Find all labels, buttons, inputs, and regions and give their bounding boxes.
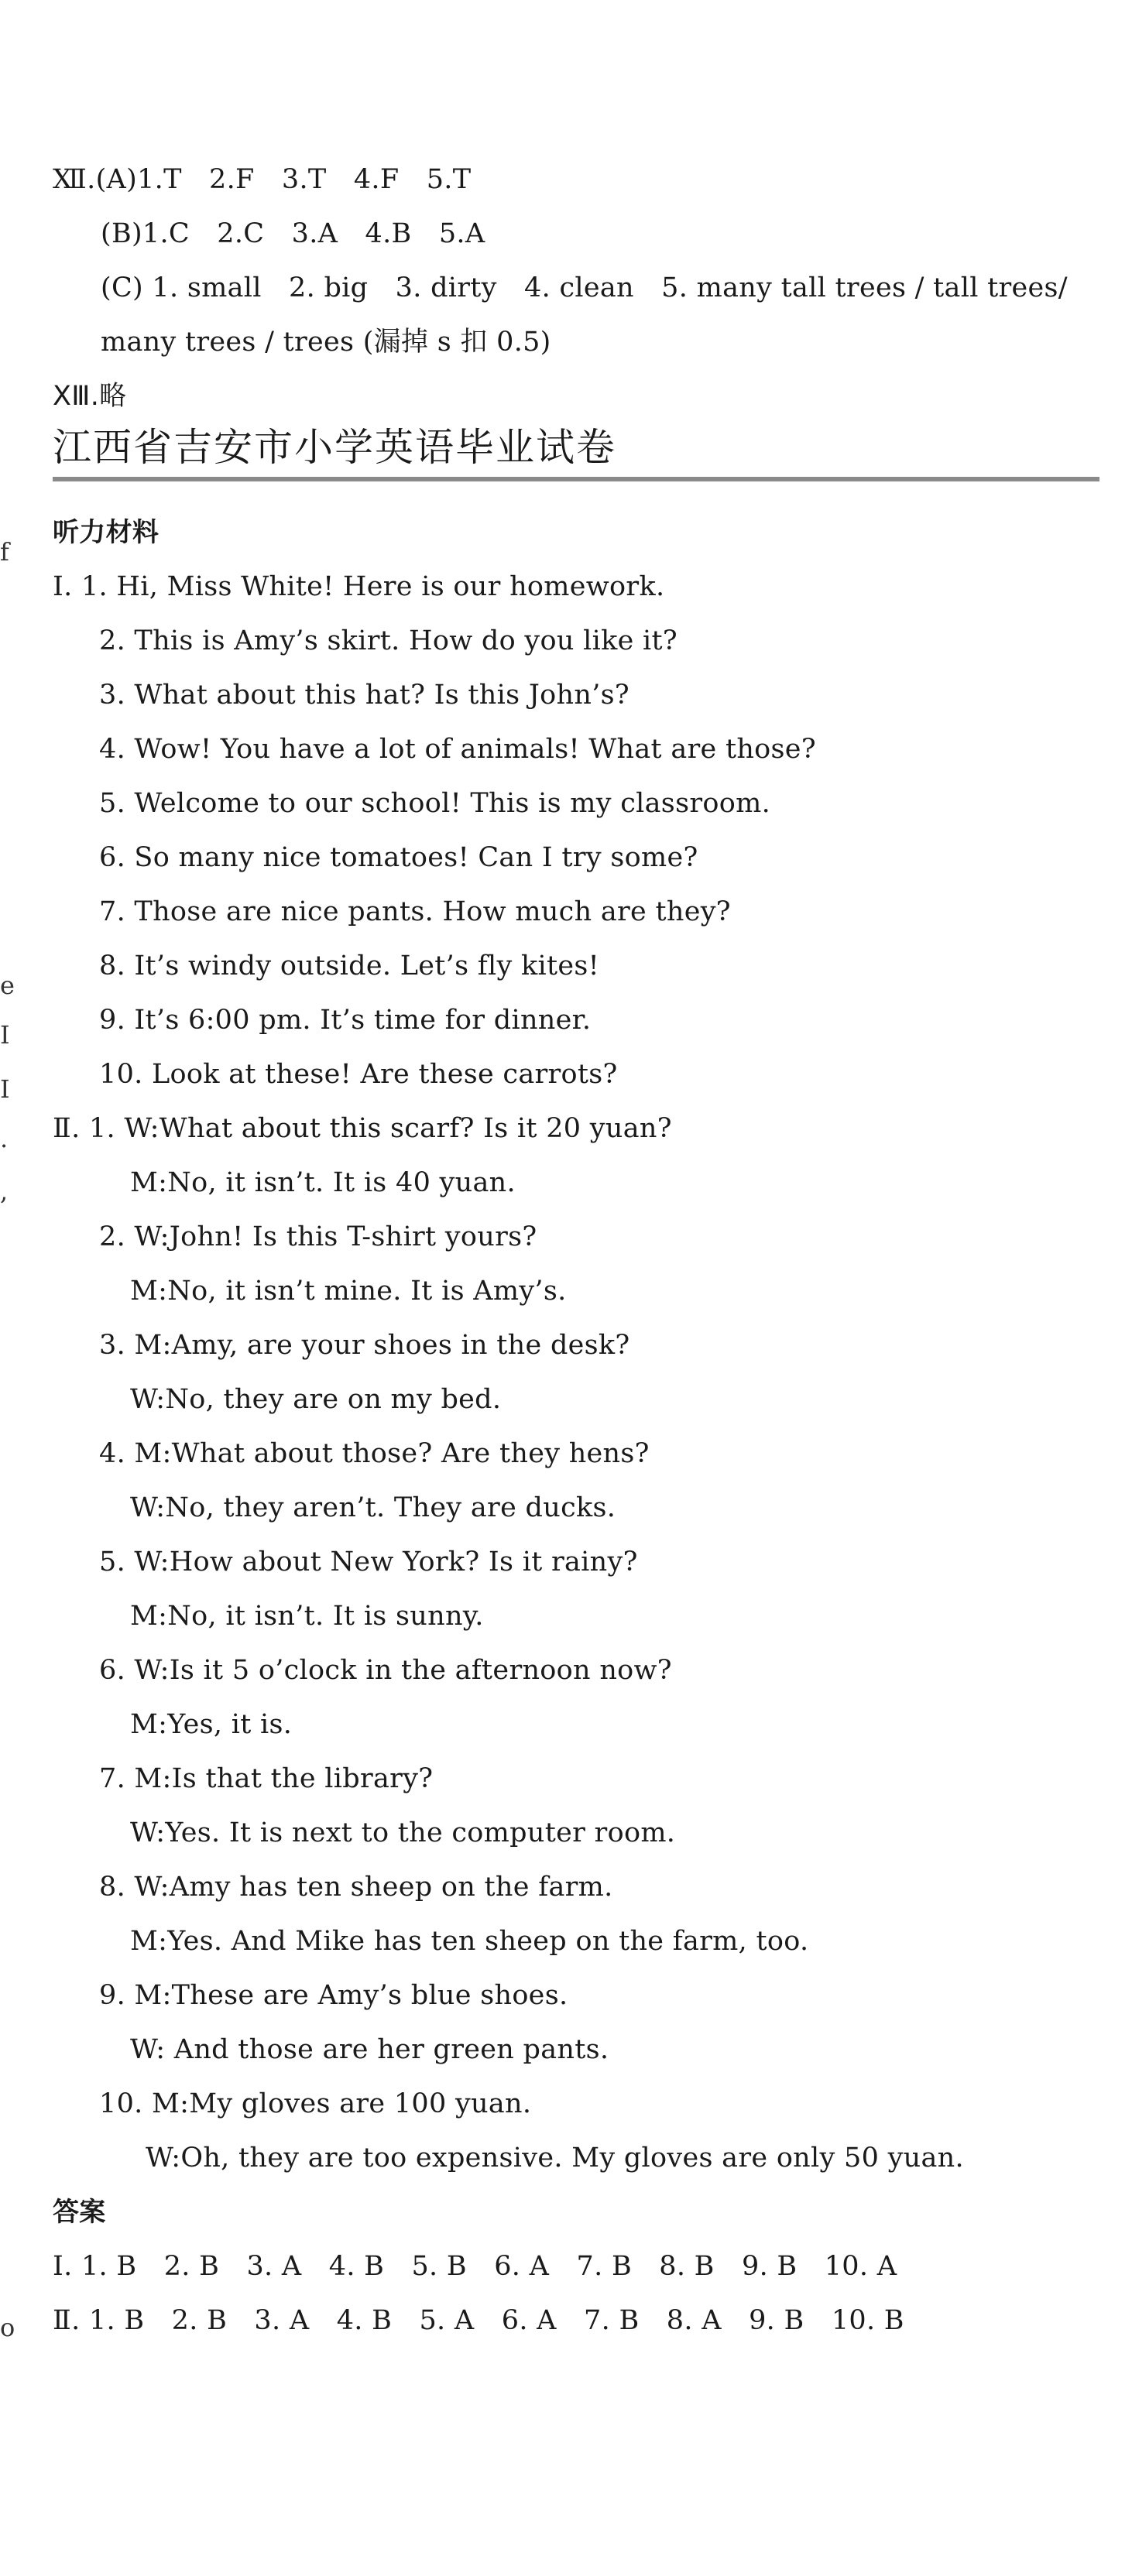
answers-part1: Ⅰ. 1. B 2. B 3. A 4. B 5. B 6. A 7. B 8. B 9. B 10. A (53, 2251, 897, 2282)
dialogue-line: 6. W:Is it 5 o’clock in the afternoon now? (99, 1655, 672, 1686)
answer-line-13: ⅩⅢ.略 (53, 381, 127, 412)
title-rule (53, 477, 1099, 481)
dialogue-line: 5. W:How about New York? Is it rainy? (99, 1547, 638, 1577)
dialogue-line: Ⅱ. 1. W:What about this scarf? Is it 20 yuan? (53, 1113, 672, 1144)
dialogue-line: M:No, it isn’t. It is sunny. (130, 1601, 484, 1632)
listening-item: 7. Those are nice pants. How much are they? (99, 896, 731, 927)
gutter-fragment: I (0, 1020, 10, 1050)
gutter-fragment: e (0, 971, 15, 1000)
answers-heading: 答案 (53, 2197, 106, 2228)
gutter-fragment: o (0, 2313, 15, 2342)
dialogue-line: M:Yes. And Mike has ten sheep on the farm, too. (130, 1926, 809, 1957)
dialogue-line: W:No, they are on my bed. (130, 1384, 502, 1415)
dialogue-line: M:No, it isn’t. It is 40 yuan. (130, 1167, 516, 1198)
dialogue-line: W: And those are her green pants. (130, 2034, 609, 2065)
dialogue-line: W:No, they aren’t. They are ducks. (130, 1492, 616, 1523)
listening-item: 9. It’s 6:00 pm. It’s time for dinner. (99, 1005, 592, 1036)
dialogue-line: M:No, it isn’t mine. It is Amy’s. (130, 1276, 567, 1307)
dialogue-line: W:Oh, they are too expensive. My gloves are only 50 yuan. (146, 2143, 964, 2174)
answers-part2: Ⅱ. 1. B 2. B 3. A 4. B 5. A 6. A 7. B 8. A 9. B 10. B (53, 2305, 904, 2336)
exam-title: 江西省吉安市小学英语毕业试卷 (53, 425, 616, 470)
listening-heading: 听力材料 (53, 517, 160, 548)
listening-item: 4. Wow! You have a lot of animals! What are those? (99, 734, 816, 765)
listening-item: 8. It’s windy outside. Let’s fly kites! (99, 951, 600, 981)
dialogue-line: M:Yes, it is. (130, 1709, 293, 1740)
dialogue-line: 2. W:John! Is this T-shirt yours? (99, 1221, 537, 1252)
answer-line-12c-cont: many trees / trees (漏掉 s 扣 0.5) (101, 327, 551, 358)
dialogue-line: 7. M:Is that the library? (99, 1763, 434, 1794)
listening-item: 3. What about this hat? Is this John’s? (99, 680, 629, 711)
listening-item: Ⅰ. 1. Hi, Miss White! Here is our homework. (53, 571, 665, 602)
answer-line-12c: (C) 1. small 2. big 3. dirty 4. clean 5. many tall trees / tall trees/ (101, 272, 1068, 303)
dialogue-line: 10. M:My gloves are 100 yuan. (99, 2088, 532, 2119)
gutter-fragment: . (0, 1124, 9, 1153)
listening-item: 2. This is Amy’s skirt. How do you like it? (99, 625, 677, 656)
dialogue-line: 8. W:Amy has ten sheep on the farm. (99, 1872, 613, 1903)
gutter-fragment: f (0, 537, 9, 567)
gutter-fragment: I (0, 1074, 10, 1104)
dialogue-line: 4. M:What about those? Are they hens? (99, 1438, 650, 1469)
dialogue-line: 3. M:Amy, are your shoes in the desk? (99, 1330, 630, 1361)
listening-item: 6. So many nice tomatoes! Can I try some? (99, 842, 698, 873)
dialogue-line: W:Yes. It is next to the computer room. (130, 1817, 676, 1848)
answer-line-12b: (B)1.C 2.C 3.A 4.B 5.A (101, 218, 485, 249)
dialogue-line: 9. M:These are Amy’s blue shoes. (99, 1980, 568, 2011)
gutter-fragment: , (0, 1177, 9, 1206)
answer-line-12a: Ⅻ.(A)1.T 2.F 3.T 4.F 5.T (53, 164, 472, 195)
listening-item: 10. Look at these! Are these carrots? (99, 1059, 618, 1090)
listening-item: 5. Welcome to our school! This is my classroom. (99, 788, 771, 819)
